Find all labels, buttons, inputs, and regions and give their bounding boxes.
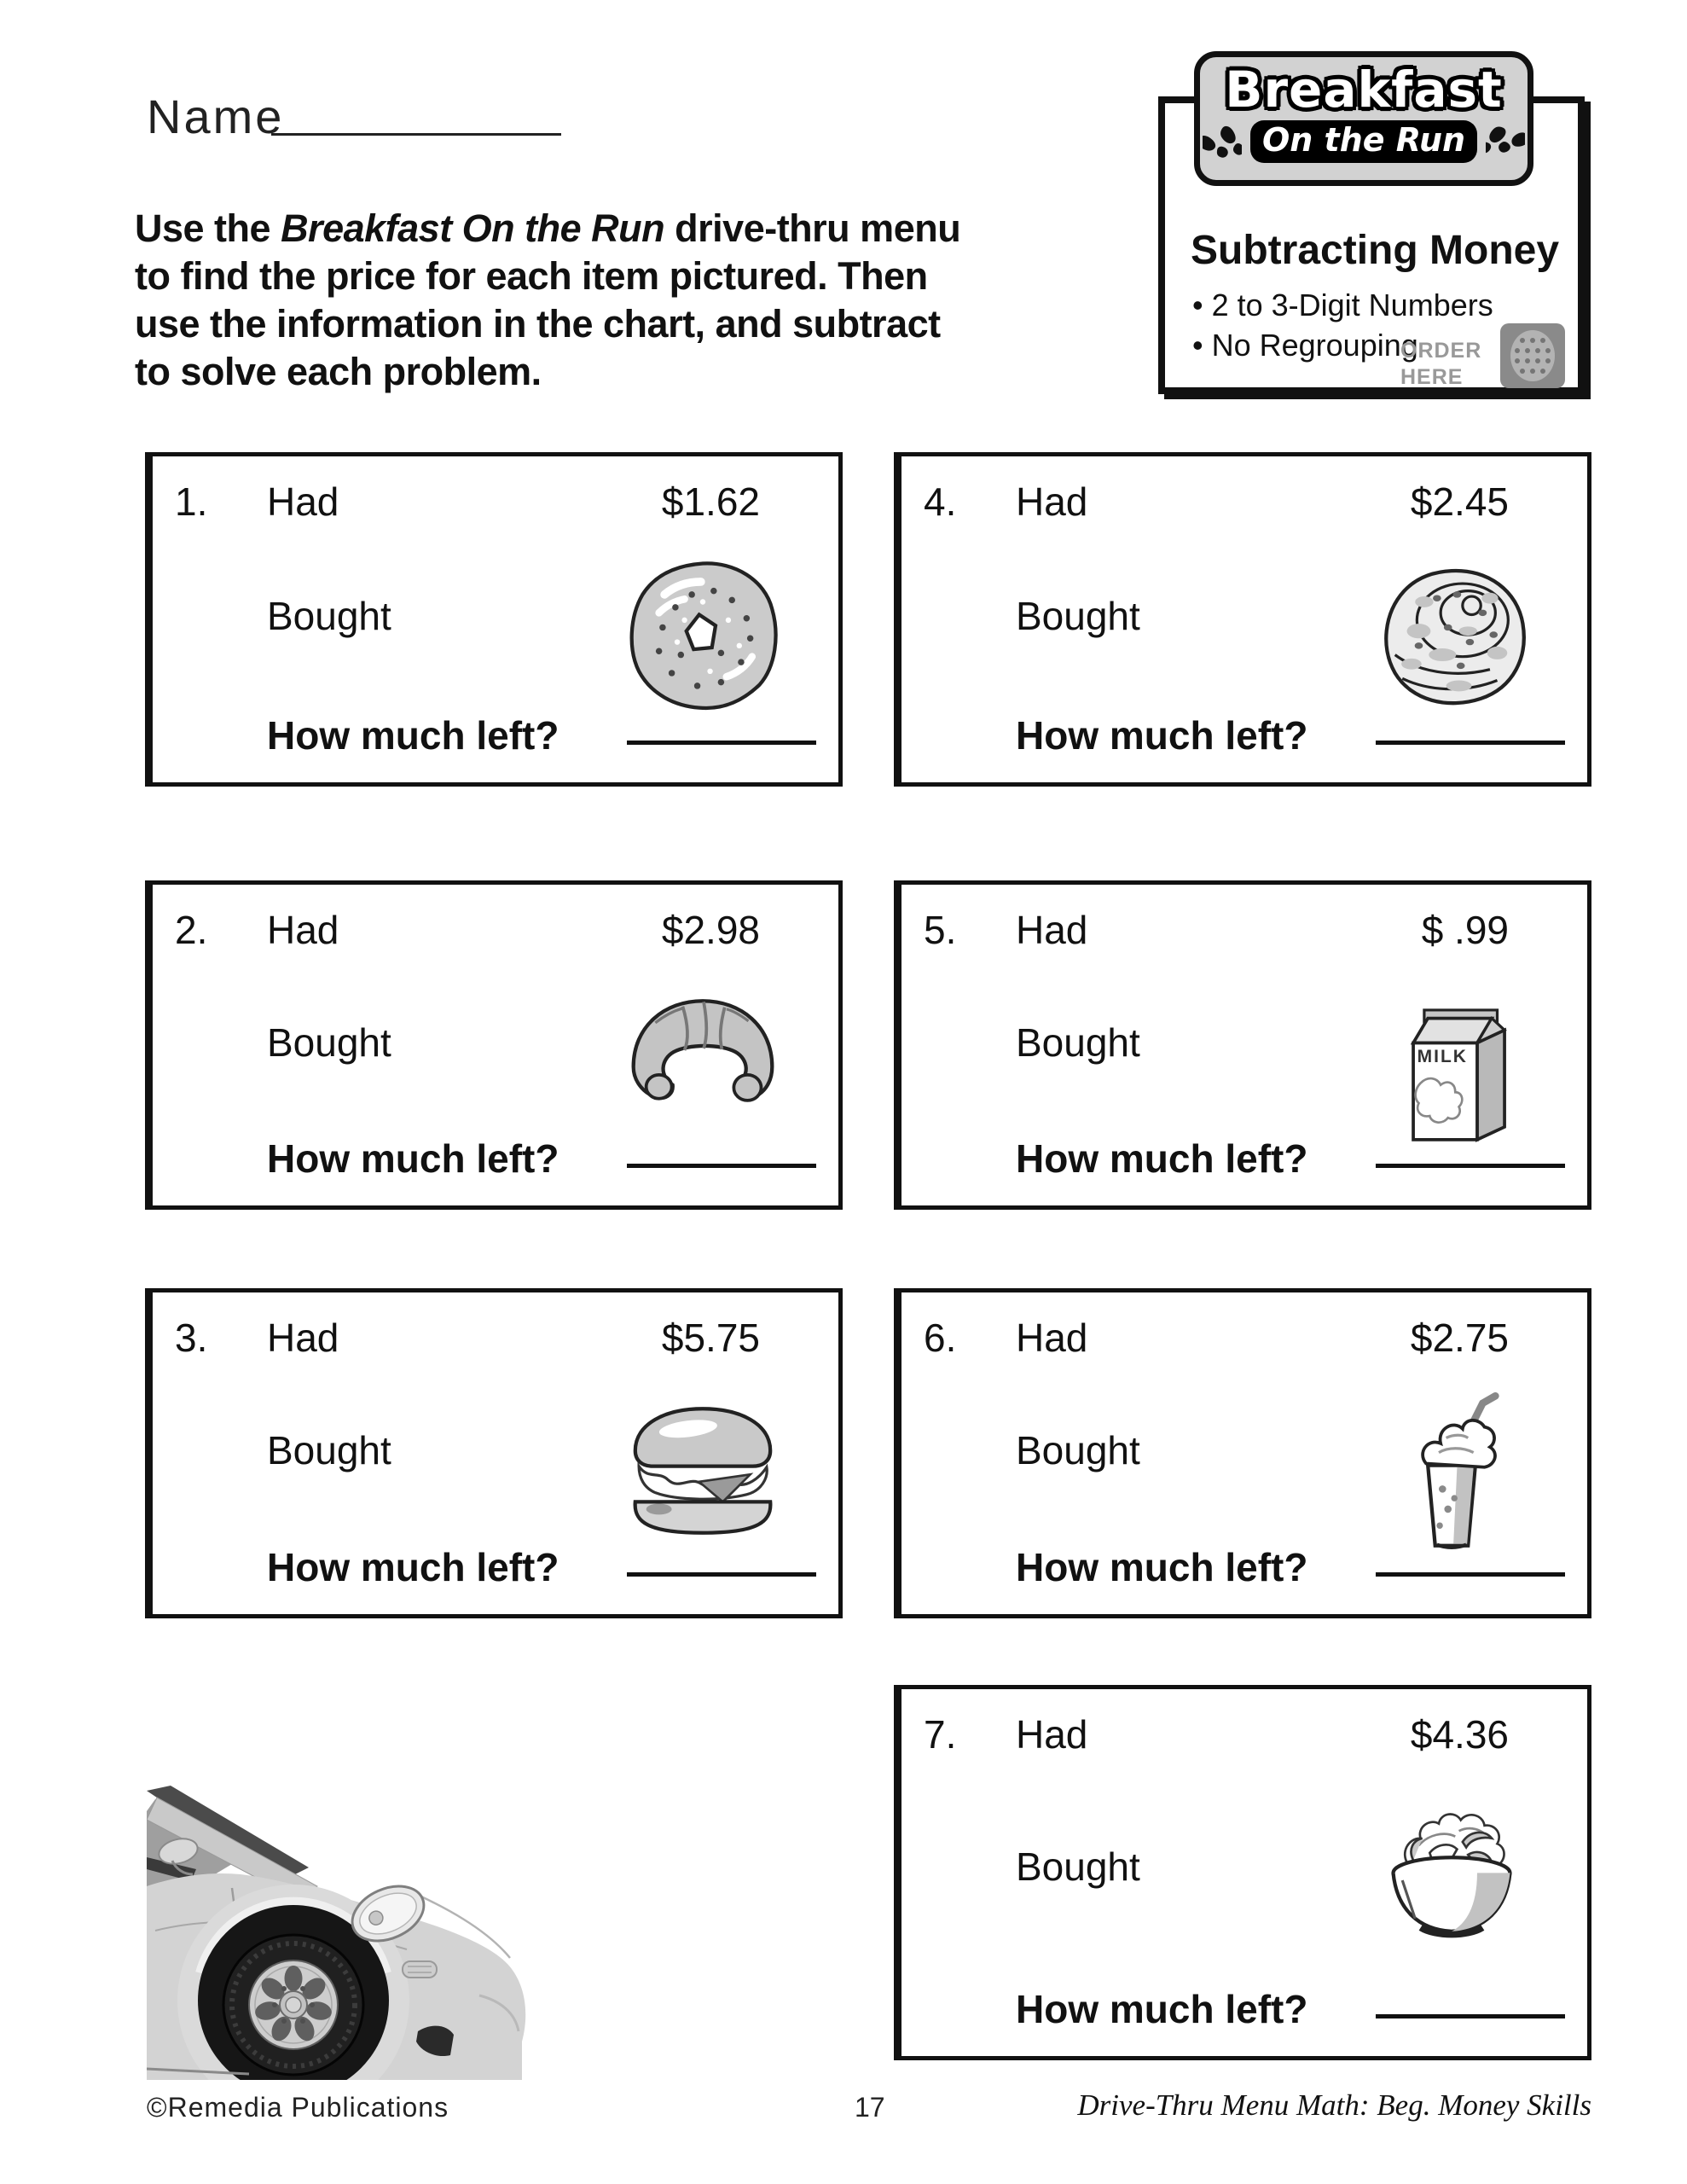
shake-icon — [1360, 1380, 1543, 1562]
problem-box — [894, 1685, 1591, 2060]
problem-number: 2. — [175, 908, 208, 952]
book-title: Drive-Thru Menu Math: Beg. Money Skills — [1077, 2088, 1591, 2122]
had-amount: $ .99 — [1421, 908, 1509, 952]
had-label: Had — [1016, 908, 1088, 952]
had-amount: $2.45 — [1410, 479, 1509, 524]
answer-blank-line — [627, 1164, 816, 1168]
bought-label: Bought — [1016, 1428, 1140, 1473]
bought-label: Bought — [1016, 1844, 1140, 1889]
had-amount: $2.98 — [661, 908, 760, 952]
problem-box — [894, 880, 1591, 1210]
had-label: Had — [267, 908, 339, 952]
bought-label: Bought — [267, 1019, 391, 1065]
name-label: Name — [147, 90, 285, 143]
problem-box — [145, 880, 843, 1210]
milk-carton-icon — [1360, 972, 1543, 1154]
problem-number: 5. — [924, 908, 957, 952]
problem-number: 3. — [175, 1316, 208, 1360]
breakfast-on-the-run-logo — [1194, 51, 1533, 186]
had-label: Had — [1016, 479, 1088, 524]
milk-carton-label: MILK — [1417, 1046, 1468, 1066]
problem-box — [145, 1288, 843, 1618]
footprints-icon — [1486, 122, 1525, 161]
publisher-credit: ©Remedia Publications — [147, 2092, 449, 2123]
how-much-left-question: How much left? — [1016, 1987, 1308, 2031]
page-number: 17 — [855, 2092, 885, 2123]
had-amount: $2.75 — [1410, 1316, 1509, 1360]
problem-box — [145, 452, 843, 787]
problem-box — [894, 1288, 1591, 1618]
donut-icon — [612, 543, 794, 726]
how-much-left-question: How much left? — [267, 713, 559, 758]
bought-label: Bought — [1016, 594, 1140, 639]
skill-bullet: • 2 to 3-Digit Numbers — [1192, 288, 1493, 322]
answer-blank-line — [1376, 741, 1565, 745]
bought-label: Bought — [267, 1428, 391, 1473]
problem-number: 6. — [924, 1316, 957, 1360]
had-amount: $5.75 — [661, 1316, 760, 1360]
instruction-line: use the information in the chart, and subtract — [135, 302, 941, 346]
instruction-line: to solve each problem. — [135, 350, 542, 393]
bought-label: Bought — [267, 594, 391, 639]
croissant-icon — [612, 972, 794, 1154]
car-photo — [147, 1786, 535, 2080]
order-speaker-icon — [1499, 322, 1566, 389]
fruit-cup-icon — [1360, 1776, 1543, 1959]
answer-blank-line — [1376, 1164, 1565, 1168]
how-much-left-question: How much left? — [1016, 713, 1308, 758]
answer-blank-line — [627, 1572, 816, 1577]
how-much-left-question: How much left? — [1016, 1136, 1308, 1181]
how-much-left-question: How much left? — [267, 1545, 559, 1589]
problem-number: 1. — [175, 479, 208, 524]
had-label: Had — [1016, 1316, 1088, 1360]
cinnamon-roll-icon — [1360, 543, 1543, 726]
how-much-left-question: How much left? — [1016, 1545, 1308, 1589]
instruction-line: to find the price for each item pictured. Then — [135, 254, 928, 298]
answer-blank-line — [1376, 1572, 1565, 1577]
problem-number: 4. — [924, 479, 957, 524]
answer-blank-line — [1376, 2014, 1565, 2018]
logo-subtitle: On the Run — [1250, 120, 1477, 163]
instructions-text — [135, 205, 960, 396]
breakfast-sandwich-icon — [612, 1380, 794, 1562]
had-amount: $1.62 — [661, 479, 760, 524]
order-here-line: ORDER — [1400, 339, 1482, 363]
logo-title: Breakfast — [1225, 61, 1503, 119]
worksheet-skill-title: Subtracting Money — [1191, 228, 1560, 273]
problem-number: 7. — [924, 1712, 957, 1757]
had-amount: $4.36 — [1410, 1712, 1509, 1757]
order-here-label — [1400, 338, 1481, 391]
skill-bullet: • No Regrouping — [1192, 328, 1418, 363]
answer-blank-line — [627, 741, 816, 745]
how-much-left-question: How much left? — [267, 1136, 559, 1181]
had-label: Had — [1016, 1712, 1088, 1757]
instruction-line: Use the Breakfast On the Run drive-thru menu — [135, 206, 961, 250]
order-here-line: HERE — [1400, 365, 1464, 389]
bought-label: Bought — [1016, 1019, 1140, 1065]
problem-box — [894, 452, 1591, 787]
had-label: Had — [267, 479, 339, 524]
had-label: Had — [267, 1316, 339, 1360]
footprints-icon — [1203, 122, 1242, 161]
name-blank-line — [271, 133, 561, 136]
